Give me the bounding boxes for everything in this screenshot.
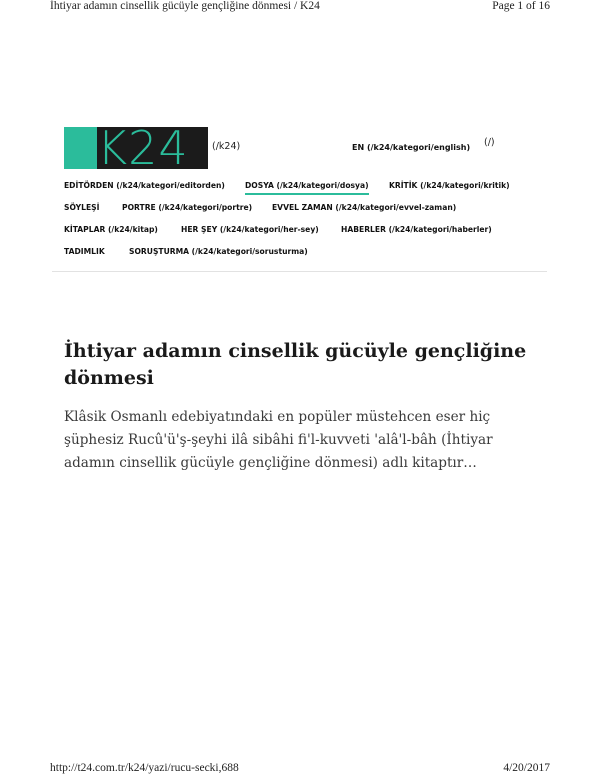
print-footer	[50, 762, 550, 774]
print-header	[50, 0, 550, 12]
nav-item-her-sey[interactable]: HER ŞEY (/k24/kategori/her-sey)	[181, 225, 319, 234]
article-excerpt: Klâsik Osmanlı edebiyatındaki en popüler müstehcen eser hiç şüphesiz Rucû'ü'ş-şeyhi ilâ sibâhi fi'l-kuvveti 'alâ'l-bâh (İhtiyar adamın cinsellik gücüyle gençliğine dönmesi) adlı kitaptır…	[64, 409, 493, 471]
nav-item-dosya[interactable]: DOSYA (/k24/kategori/dosya)	[245, 181, 369, 195]
nav-item-evvel-zaman[interactable]: EVVEL ZAMAN (/k24/kategori/evvel-zaman)	[272, 203, 457, 212]
nav-item-kitaplar[interactable]: KİTAPLAR (/k24/kitap)	[64, 225, 158, 234]
logo-accent-stripe	[64, 127, 97, 169]
k24-logo[interactable]	[64, 127, 208, 169]
nav-item-portre[interactable]: PORTRE (/k24/kategori/portre)	[122, 203, 253, 212]
print-date: 4/20/2017	[503, 762, 550, 774]
english-link[interactable]: EN (/k24/kategori/english)	[352, 143, 471, 152]
header-divider	[52, 271, 547, 272]
print-title: İhtiyar adamın cinsellik gücüyle gençliğine dönmesi / K24	[50, 0, 320, 12]
nav-item-editorden[interactable]: EDİTÖRDEN (/k24/kategori/editorden)	[64, 181, 225, 190]
article-title[interactable]: İhtiyar adamın cinsellik gücüyle gençliğine dönmesi	[64, 340, 527, 389]
nav-item-kritik[interactable]: KRİTİK (/k24/kategori/kritik)	[389, 181, 510, 190]
page-number: Page 1 of 16	[492, 0, 550, 12]
nav-item-tadimlik[interactable]: TADIMLIK	[64, 247, 105, 256]
logo-link[interactable]: (/k24)	[212, 141, 241, 152]
home-link[interactable]: (/)	[484, 137, 495, 148]
nav-item-soylesi[interactable]: SÖYLEŞİ	[64, 203, 100, 212]
logo-text: K24	[97, 127, 189, 169]
nav-item-haberler[interactable]: HABERLER (/k24/kategori/haberler)	[341, 225, 492, 234]
nav-item-sorusturma[interactable]: SORUŞTURMA (/k24/kategori/sorusturma)	[129, 247, 308, 256]
print-url: http://t24.com.tr/k24/yazi/rucu-secki,688	[50, 762, 239, 774]
